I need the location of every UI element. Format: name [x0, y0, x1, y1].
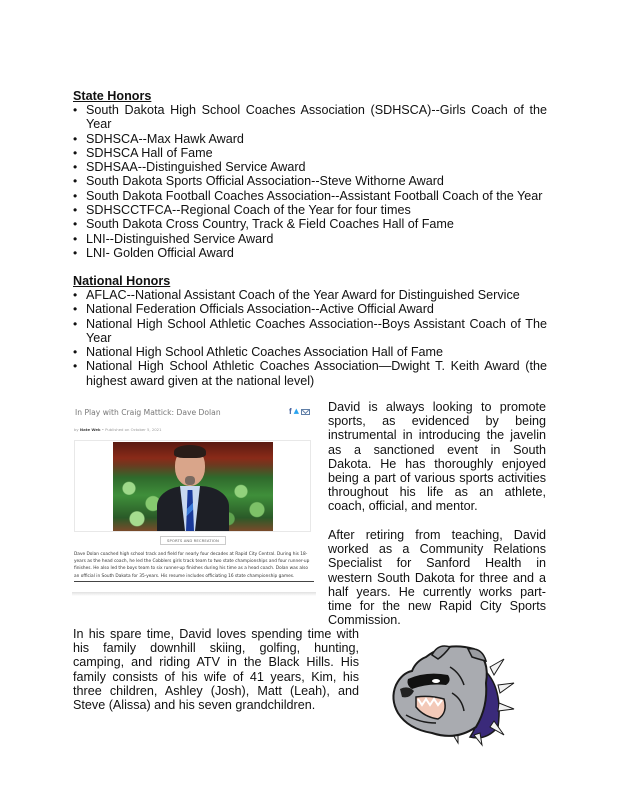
list-item: • South Dakota High School Coaches Association (SDHSCA)--Girls Coach of the Year	[73, 103, 547, 132]
list-item: • National High School Athletic Coaches Association--Boys Assistant Coach of The Year	[73, 317, 547, 346]
share-buttons	[289, 407, 310, 416]
article-byline: by Nate Wek • Published on October 5, 2021	[74, 427, 162, 432]
list-item: • AFLAC--National Assistant Coach of the Year Award for Distinguished Service	[73, 288, 547, 302]
list-item: • National Federation Officials Association--Active Official Award	[73, 302, 547, 316]
facebook-icon: f	[288, 407, 292, 416]
list-item: • LNI- Golden Official Award	[73, 246, 547, 260]
state-honors-list	[73, 103, 547, 260]
list-item: • National High School Athletic Coaches Association—Dwight T. Keith Award (the highest award given at the national level)	[73, 359, 547, 388]
bulldog-logo-icon	[386, 637, 526, 747]
state-honors-heading: State Honors	[73, 89, 152, 103]
list-item: • SDHSCCTFCA--Regional Coach of the Year for four times	[73, 203, 547, 217]
category-tag: SPORTS AND RECREATION	[160, 536, 226, 545]
twitter-icon: ▲	[293, 407, 299, 415]
list-item: • South Dakota Cross Country, Track & Field Coaches Hall of Fame	[73, 217, 547, 231]
list-item: • South Dakota Sports Official Association--Steve Withorne Award	[73, 174, 547, 188]
list-item: • SDHSAA--Distinguished Service Award	[73, 160, 547, 174]
list-item: • National High School Athletic Coaches Association Hall of Fame	[73, 345, 547, 359]
list-item: • SDHSCA--Max Hawk Award	[73, 132, 547, 146]
article-date: • Published on October 5, 2021	[101, 427, 162, 432]
article-card	[72, 400, 316, 597]
list-item: • South Dakota Football Coaches Association--Assistant Football Coach of the Year	[73, 189, 547, 203]
article-title: In Play with Craig Mattick: Dave Dolan	[75, 408, 221, 417]
article-body: Dave Dolan coached high school track and field for nearly four decades at Rapid City Central. During his 18-years as the head coach, he led the Cobblers girls track team to two state championships and four runner-up finishes. He also led the boys team to six runner-up finishes during his time as a head coach. Dolan was also an official in South Dakota for 35-years. His resume includes officiating 16 state championship games.	[74, 551, 314, 582]
spare-time-paragraph: In his spare time, David loves spending time with his family downhill skiing, golfing, hunting, camping, and riding ATV in the Black Hills. His family consists of his wife of 41 years, Kim, his three children, Ashley (Josh), Matt (Leah), and Steve (Alissa) and his seven grandchildren.	[73, 627, 359, 713]
email-icon	[301, 409, 310, 415]
promote-paragraph: David is always looking to promote sports, as evidenced by being instrumental in introducing the javelin as a sanctioned event in South Dakota. He has thoroughly enjoyed being a part of various sports activities throughout his life as an athlete, coach, official, and mentor.	[328, 400, 546, 514]
list-item: • LNI--Distinguished Service Award	[73, 232, 547, 246]
dave-dolan-photo	[113, 442, 273, 531]
national-honors-list	[73, 288, 547, 388]
national-honors-heading: National Honors	[73, 274, 171, 288]
article-author: Nate Wek	[79, 427, 101, 432]
retiring-paragraph: After retiring from teaching, David worked as a Community Relations Specialist for Sanford Health in western South Dakota for three and a half years. He currently works part-time for the new Rapid City Sports Commission.	[328, 528, 546, 628]
article-photo-frame	[74, 440, 311, 532]
list-item: • SDHSCA Hall of Fame	[73, 146, 547, 160]
